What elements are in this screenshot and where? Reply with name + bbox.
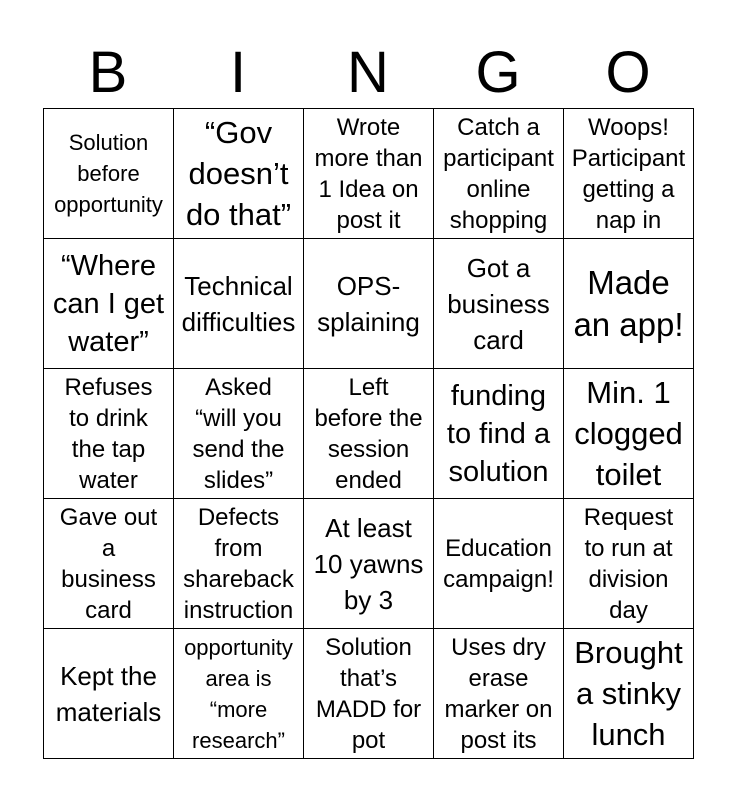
- bingo-cell[interactable]: [304, 629, 434, 759]
- bingo-cell[interactable]: [44, 629, 174, 759]
- board-row: [44, 109, 694, 239]
- bingo-cell[interactable]: [174, 369, 304, 499]
- cell-text: Woops! Participant getting a nap in: [571, 113, 686, 234]
- cell-text: Defects from shareback instruction: [183, 503, 294, 624]
- bingo-header: [43, 38, 693, 108]
- cell-text: Catch a participant online shopping: [443, 113, 554, 234]
- cell-text: funding to find a solution: [446, 379, 551, 488]
- cell-text: “Gov doesn’t do that”: [185, 115, 292, 232]
- cell-text: Gave out a business card: [59, 503, 158, 624]
- bingo-cell[interactable]: [564, 629, 694, 759]
- bingo-cell[interactable]: [174, 109, 304, 239]
- board-row: [44, 499, 694, 629]
- cell-text: OPS- splaining: [317, 270, 420, 337]
- cell-text: Got a business card: [447, 252, 550, 355]
- header-letter-i: I: [229, 40, 247, 105]
- bingo-cell[interactable]: [434, 109, 564, 239]
- bingo-cell[interactable]: [304, 369, 434, 499]
- header-letter-o: O: [605, 40, 651, 105]
- bingo-cell[interactable]: [564, 499, 694, 629]
- cell-text: Made an app!: [573, 263, 684, 343]
- cell-text: Kept the materials: [55, 660, 162, 727]
- bingo-cell[interactable]: [564, 369, 694, 499]
- bingo-cell[interactable]: [174, 629, 304, 759]
- bingo-cell[interactable]: [304, 109, 434, 239]
- cell-text: opportunity area is “more research”: [184, 634, 293, 753]
- cell-text: “Where can I get water”: [52, 249, 165, 358]
- header-letter-g: G: [475, 40, 521, 105]
- bingo-cell[interactable]: [434, 369, 564, 499]
- bingo-cell[interactable]: [174, 499, 304, 629]
- bingo-cell[interactable]: [44, 109, 174, 239]
- bingo-board: [43, 108, 694, 759]
- cell-text: Solution that’s MADD for pot: [315, 633, 422, 754]
- bingo-cell[interactable]: [304, 239, 434, 369]
- bingo-cell[interactable]: [434, 629, 564, 759]
- board-row: [44, 239, 694, 369]
- bingo-cell[interactable]: [304, 499, 434, 629]
- bingo-cell[interactable]: [44, 499, 174, 629]
- header-letter-b: B: [88, 40, 128, 105]
- header-letter-n: N: [347, 40, 389, 105]
- cell-text: Request to run at division day: [583, 503, 674, 624]
- board-row: [44, 629, 694, 759]
- cell-text: Left before the session ended: [314, 373, 423, 494]
- cell-text: At least 10 yawns by 3: [313, 512, 424, 615]
- cell-text: Brought a stinky lunch: [574, 635, 683, 752]
- bingo-cell[interactable]: [434, 239, 564, 369]
- cell-text: Education campaign!: [443, 534, 554, 593]
- cell-text: Technical difficulties: [181, 270, 296, 337]
- bingo-cell[interactable]: [44, 239, 174, 369]
- bingo-cell[interactable]: [564, 109, 694, 239]
- bingo-cell[interactable]: [564, 239, 694, 369]
- cell-text: Wrote more than 1 Idea on post it: [314, 113, 423, 234]
- cell-text: Asked “will you send the slides”: [192, 373, 285, 494]
- cell-text: Min. 1 clogged toilet: [574, 375, 683, 492]
- bingo-cell[interactable]: [174, 239, 304, 369]
- bingo-cell[interactable]: [44, 369, 174, 499]
- bingo-cell[interactable]: [434, 499, 564, 629]
- cell-text: Solution before opportunity: [54, 130, 163, 217]
- cell-text: Refuses to drink the tap water: [64, 373, 153, 494]
- board-row: [44, 369, 694, 499]
- cell-text: Uses dry erase marker on post its: [444, 633, 553, 754]
